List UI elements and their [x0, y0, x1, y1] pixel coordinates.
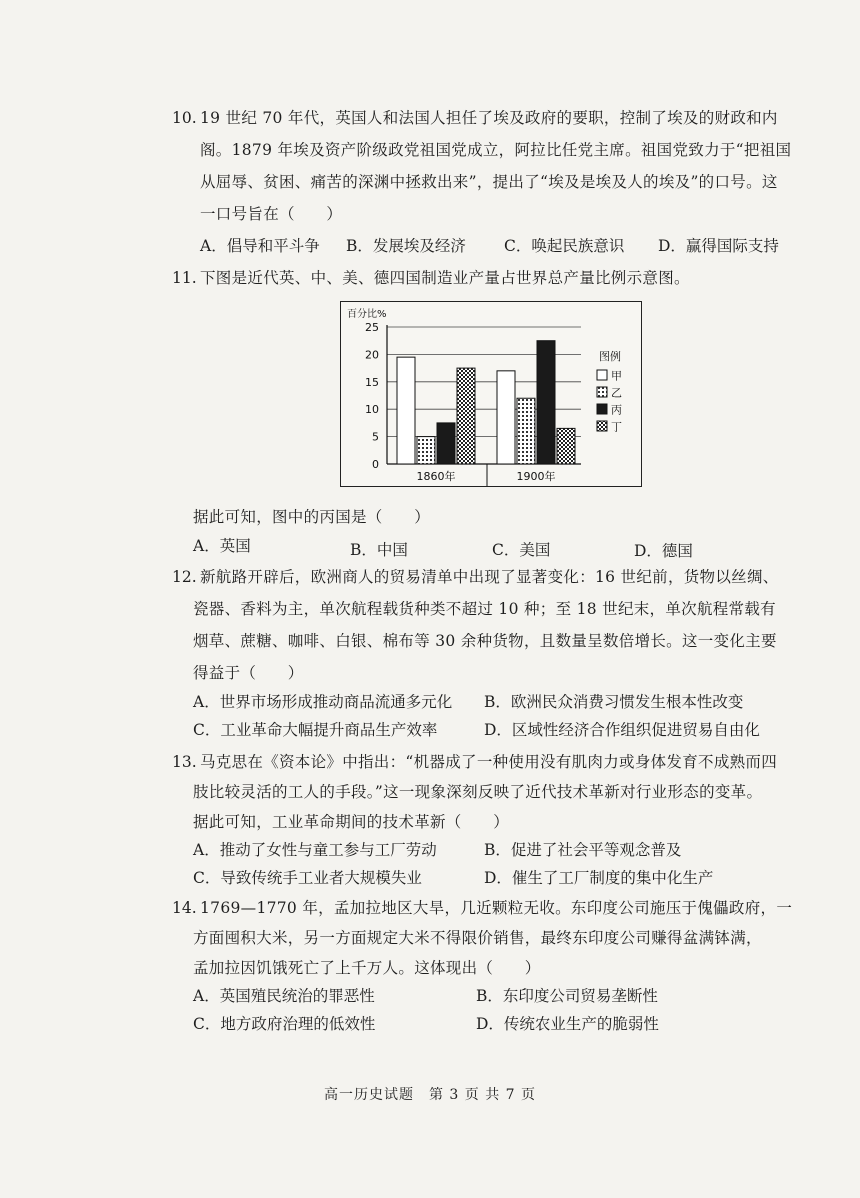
option-c[interactable]: C．唤起民族意识 — [504, 237, 625, 255]
question-text-line: 新航路开辟后，欧洲商人的贸易清单中出现了显著变化：16 世纪前，货物以丝绸、 — [200, 568, 779, 586]
option-d[interactable]: D．德国 — [634, 542, 693, 560]
option-a[interactable]: A．英国殖民统治的罪恶性 — [193, 987, 375, 1005]
question-number: 11. — [172, 269, 197, 287]
option-d[interactable]: D．传统农业生产的脆弱性 — [476, 1015, 659, 1033]
option-a[interactable]: A．推动了女性与童工参与工厂劳动 — [193, 841, 437, 859]
option-b[interactable]: B．中国 — [350, 541, 408, 559]
question-text-line: 瓷器、香料为主，单次航程载货种类不超过 10 种；至 18 世纪末，单次航程常载有 — [193, 600, 776, 618]
question-text-line: 烟草、蔗糖、咖啡、白银、棉布等 30 余种货物，且数量呈数倍增长。这一变化主要 — [193, 632, 777, 650]
legend-label: 丁 — [611, 420, 622, 434]
question-text-line: 据此可知，图中的丙国是（ ） — [193, 508, 431, 526]
x-tick-label: 1900年 — [516, 470, 556, 483]
question-text-line: 方面囤积大米，另一方面规定大米不得限价销售，最终东印度公司赚得盆满钵满， — [193, 929, 762, 947]
question-text-line: 得益于（ ） — [193, 664, 304, 682]
y-tick-label: 0 — [372, 458, 379, 471]
question-text-line: 阁。1879 年埃及资产阶级政党祖国党成立，阿拉比任党主席。祖国党致力于“把祖国 — [200, 141, 792, 159]
bar-乙 — [417, 437, 435, 464]
legend-swatch-乙 — [597, 387, 607, 397]
question-text-line: 下图是近代英、中、美、德四国制造业产量占世界总产量比例示意图。 — [200, 269, 690, 287]
y-tick-label: 20 — [365, 348, 379, 362]
legend-label: 乙 — [611, 386, 622, 400]
bar-chart-svg — [341, 302, 641, 486]
bar-甲 — [397, 357, 415, 464]
question-text-line: 从屈辱、贫困、痛苦的深渊中拯救出来”，提出了“埃及是埃及人的埃及”的口号。这 — [200, 173, 778, 191]
option-b[interactable]: B．发展埃及经济 — [346, 237, 466, 255]
legend-title: 图例 — [599, 350, 621, 363]
option-c[interactable]: C．地方政府治理的低效性 — [193, 1015, 376, 1033]
option-a[interactable]: A．倡导和平斗争 — [200, 237, 320, 255]
x-tick-label: 1860年 — [416, 470, 456, 483]
question-text-line: 孟加拉因饥饿死亡了上千万人。这体现出（ ） — [193, 959, 541, 977]
option-d[interactable]: D．催生了工厂制度的集中化生产 — [484, 869, 714, 887]
option-c[interactable]: C．导致传统手工业者大规模失业 — [193, 869, 422, 887]
question-text-line: 马克思在《资本论》中指出：“机器成了一种使用没有肌肉力或身体发育不成熟而四 — [200, 753, 778, 771]
option-b[interactable]: B．东印度公司贸易垄断性 — [476, 987, 658, 1005]
question-text-line: 据此可知，工业革命期间的技术革新（ ） — [193, 813, 510, 831]
question-text-line: 19 世纪 70 年代，英国人和法国人担任了埃及政府的要职，控制了埃及的财政和内 — [200, 109, 778, 127]
legend-label: 丙 — [611, 403, 622, 417]
question-number: 13. — [172, 753, 197, 771]
option-b[interactable]: B．促进了社会平等观念普及 — [484, 841, 682, 859]
question-number: 10. — [172, 109, 197, 127]
bar-丁 — [457, 368, 475, 464]
y-tick-label: 5 — [372, 430, 379, 444]
bar-甲 — [497, 371, 515, 464]
bar-丙 — [537, 341, 555, 464]
bar-chart — [340, 301, 642, 487]
question-text-line: 一口号旨在（ ） — [200, 205, 343, 223]
question-number: 12. — [172, 568, 197, 586]
y-tick-label: 10 — [365, 403, 379, 417]
legend-label: 甲 — [611, 369, 622, 383]
legend-swatch-甲 — [597, 370, 607, 380]
option-d[interactable]: D．赢得国际支持 — [658, 237, 779, 255]
question-number: 14. — [172, 899, 197, 917]
y-tick-label: 25 — [365, 321, 379, 334]
legend-swatch-丁 — [597, 421, 607, 431]
option-c[interactable]: C．美国 — [492, 541, 551, 559]
bar-乙 — [517, 398, 535, 464]
bar-丁 — [557, 428, 575, 464]
option-c[interactable]: C．工业革命大幅提升商品生产效率 — [193, 721, 438, 739]
legend-swatch-丙 — [597, 404, 607, 414]
option-a[interactable]: A．英国 — [193, 537, 251, 555]
option-b[interactable]: B．欧洲民众消费习惯发生根本性改变 — [484, 693, 744, 711]
y-axis-label: 百分比% — [347, 309, 387, 320]
page-footer: 高一历史试题 第 3 页 共 7 页 — [323, 1087, 537, 1103]
question-text-line: 1769—1770 年，孟加拉地区大旱，几近颗粒无收。东印度公司施压于傀儡政府，一 — [200, 899, 793, 917]
bar-丙 — [437, 423, 455, 464]
option-a[interactable]: A．世界市场形成推动商品流通多元化 — [193, 693, 453, 711]
option-d[interactable]: D．区域性经济合作组织促进贸易自由化 — [484, 721, 760, 739]
y-tick-label: 15 — [365, 375, 379, 389]
question-text-line: 肢比较灵活的工人的手段。”这一现象深刻反映了近代技术革新对行业形态的变革。 — [193, 783, 763, 801]
